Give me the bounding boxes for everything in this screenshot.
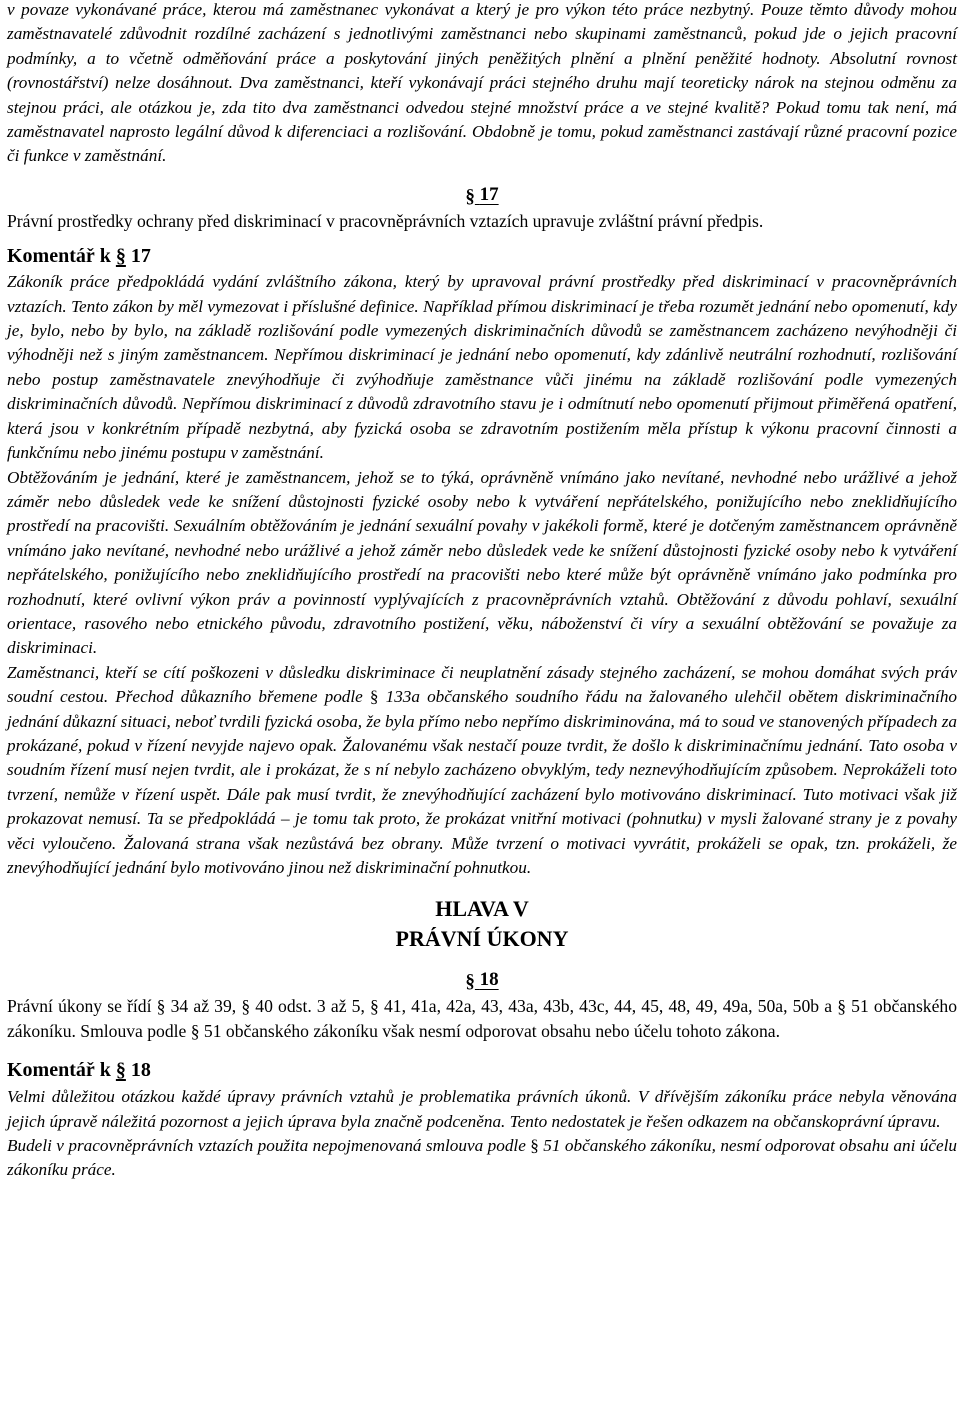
section-17-heading bbox=[7, 183, 957, 207]
section-17-text: Právní prostředky ochrany před diskriminací v pracovněprávních vztazích upravuje zvláštní právní předpis. bbox=[7, 210, 764, 231]
intro-paragraph: v povaze vykonávané práce, kterou má zaměstnanec vykonávat a který je pro výkon této práce nezbytný. Pouze těmto důvody mohou zaměstnavatelé zdůvodnit rozdílné zacházení s jednotlivými zaměstnanci nebo skupinami zaměstnanců, pokud jde o jejich pracovní podmínky, a to včetně odměňování práce a poskytování jiných peněžitých plnění a plnění peněžité hodnoty. Absolutní rovnost (rovnostářství) nelze dosáhnout. Dva zaměstnanci, kteří vykonávají práci stejného druhu mají teoreticky nárok na stejnou odměnu za stejnou práci, ale otázkou je, zda tito dva zaměstnanci odvedou stejné množství práce a ve stejné kvalitě? Pokud tomu tak není, má zaměstnavatel naprosto legální důvod k diferenciaci a rozlišování. Obdobně je tomu, pokud zaměstnanci zastávají různé pracovní pozice či funkce v zaměstnání. bbox=[7, 0, 957, 166]
section-symbol: § bbox=[465, 971, 475, 993]
section-symbol: § bbox=[465, 185, 475, 207]
document-page bbox=[7, 0, 957, 1183]
section-number: 17 bbox=[479, 183, 499, 205]
comment-17-paragraph-1: Zákoník práce předpokládá vydání zvláštního zákona, který by upravoval právní prostředky před diskriminací v pracovněprávních vztazích. Tento zákon by měl vymezovat i příslušné definice. Například přímou diskriminací je třeba rozumět jednání nebo opomenutí, kdy je, bylo, nebo by bylo, na základě rozlišování podle vymezených diskriminačních důvodů se zaměstnancem zacházeno nevýhodněji či výhodněji než s jiným zaměstnancem. Nepřímou diskriminací je jednání nebo opomenutí, kdy zdánlivě neutrální rozhodnutí, rozlišování nebo postup zaměstnavatele znevýhodňuje či zvýhodňuje zaměstnance vůči jinému na základě rozlišování podle vymezených diskriminačních důvodů. Nepřímou diskriminací z důvodů zdravotního stavu je i odmítnutí nebo opomenutí přijmout přiměřená opatření, která jsou v konkrétním případě nezbytná, aby fyzická osoba se zdravotním postižením měla přístup k výkonu pracovní činnosti a funkčnímu nebo jinému postupu v zaměstnání. bbox=[7, 272, 957, 463]
chapter-heading bbox=[7, 894, 957, 954]
comment-18-section-symbol: § bbox=[115, 1059, 126, 1082]
section-number: 18 bbox=[479, 969, 499, 991]
comment-17-paragraph-3: Zaměstnanci, kteří se cítí poškozeni v důsledku diskriminace či neuplatnění zásady stejného zacházení, se mohou domáhat svých práv soudní cestou. Přechod důkazního břemene podle § 133a občanského soudního řádu na žalovaného ulehčil obětem diskriminačního jednání důkazní situaci, neboť tvrdili fyzická osoba, že byla přímo nebo nepřímo diskriminována, má to soud ve stanovených případech za prokázané, pokud v řízení nevyjde najevo opak. Žalovanému však nestačí pouze tvrdit, že došlo k diskriminačnímu jednání. Tato osoba v soudním řízení musí nejen tvrdit, ale i prokázat, že s ní nebylo zacházeno obvyklým, tedy neznevýhodňujícím způsobem. Neprokáželi toto tvrzení, nemůže v řízení uspět. Dále pak musí tvrdit, že znevýhodňující zacházení bylo motivováno diskriminací. Tuto motivaci však již prokazovat nemusí. Ta se předpokládá – je tomu tak proto, že prokázat vnitřní motivaci (pohnutku) v mysli žalované strany je z povahy věci vyloučeno. Žalovaná strana však nezůstává bez obrany. Může tvrzení o motivaci vyvrátit, prokáželi se opak, tzn. prokáželi, že znevýhodňující jednání bylo motivováno jinou než diskriminační pohnutkou. bbox=[7, 662, 958, 877]
comment-18-paragraph-2: Budeli v pracovněprávních vztazích použita nepojmenovaná smlouva podle § 51 občanského zákoníku, nesmí odporovat obsahu ani účelu zákoníku práce. bbox=[7, 1136, 957, 1180]
chapter-title: PRÁVNÍ ÚKONY bbox=[395, 926, 569, 952]
comment-17-title: Komentář k § 17 bbox=[7, 245, 151, 268]
section-symbol: § bbox=[530, 1136, 539, 1156]
section-18-heading bbox=[7, 968, 957, 992]
comment-17-paragraph-2: Obtěžováním je jednání, které je zaměstnancem, jehož se to týká, oprávněně vnímáno jako nevítané, nevhodné nebo urážlivé a jehož záměr nebo důsledek vede ke snížení důstojnosti fyzické osoby nebo k vytváření nepřátelského, ponižujícího nebo zneklidňujícího prostředí na pracovišti. Sexuálním obtěžováním je jednání sexuální povahy v jakékoli formě, které je dotčeným zaměstnancem oprávněně vnímáno jako nevítané, nevhodné nebo urážlivé a jehož záměr nebo důsledek vede ke snížení důstojnosti fyzické osoby nebo k vytváření nepřátelského, ponižujícího nebo zneklidňujícího prostředí na pracovišti nebo které může být oprávněně vnímáno jako podmínka pro rozhodnutí, které ovlivní výkon práv a povinností vyplývajících z pracovněprávních vztahů. Obtěžování z důvodu pohlaví, sexuální orientace, rasového nebo etnického původu, zdravotního postižení, věku, náboženství či víry a sexuální obtěžování se považuje za diskriminaci. bbox=[7, 467, 957, 658]
chapter-number: HLAVA V bbox=[435, 896, 529, 922]
comment-17-section-symbol: § bbox=[115, 245, 126, 268]
comment-18-paragraph-1: Velmi důležitou otázkou každé úpravy právních vztahů je problematika právních úkonů. V dřívějším zákoníku práce nebyla věnována jejich úpravě náležitá pozornost a jejich úprava byla značně podceněna. Tento nedostatek je řešen odkazem na občanskoprávní úpravu. bbox=[7, 1087, 957, 1131]
section-18-text: Právní úkony se řídí § 34 až 39, § 40 odst. 3 až 5, § 41, 41a, 42a, 43, 43a, 43b, 43c, 44, 45, 48, 49, 49a, 50a, 50b a § 51 občanského zákoníku. Smlouva podle § 51 občanského zákoníku však nesmí odporovat obsahu nebo účelu tohoto zákona. bbox=[7, 996, 957, 1041]
comment-18-title: Komentář k § 18 bbox=[7, 1059, 151, 1082]
section-symbol: § bbox=[369, 687, 379, 707]
